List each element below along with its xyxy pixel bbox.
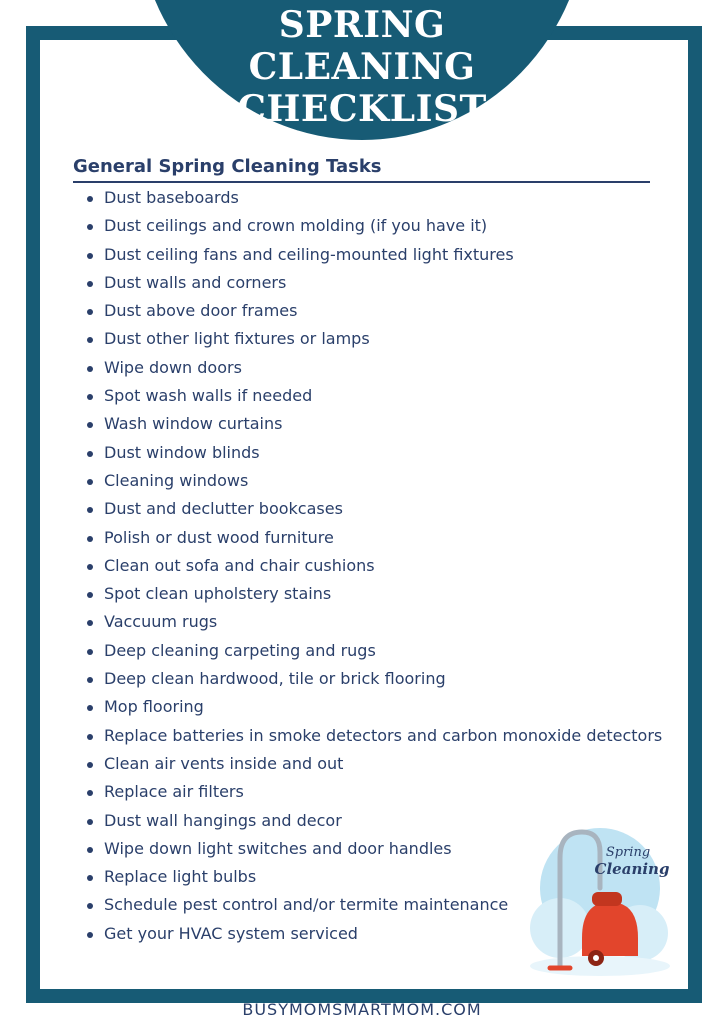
task-item: Dust and declutter bookcases	[84, 495, 662, 523]
task-item: Clean air vents inside and out	[84, 750, 662, 778]
task-item: Replace light bulbs	[84, 863, 662, 891]
task-item: Wash window curtains	[84, 410, 662, 438]
task-item: Wipe down light switches and door handles	[84, 835, 662, 863]
task-item: Vaccuum rugs	[84, 608, 662, 636]
task-item: Dust window blinds	[84, 439, 662, 467]
page-title	[190, 4, 534, 130]
task-item: Mop flooring	[84, 693, 662, 721]
task-item: Spot clean upholstery stains	[84, 580, 662, 608]
task-item: Polish or dust wood furniture	[84, 524, 662, 552]
title-line-2: CLEANING	[248, 46, 476, 88]
title-line-1: SPRING	[278, 4, 446, 46]
title-line-3: CHECKLIST	[237, 88, 487, 130]
illustration-label-line-2: Cleaning	[594, 860, 670, 878]
vacuum-illustration	[520, 818, 680, 978]
task-item: Dust baseboards	[84, 184, 662, 212]
task-item: Dust above door frames	[84, 297, 662, 325]
task-item: Dust ceiling fans and ceiling-mounted light fixtures	[84, 241, 662, 269]
illustration-label-line-1: Spring	[605, 845, 651, 860]
section-divider	[73, 181, 650, 183]
task-item: Deep cleaning carpeting and rugs	[84, 637, 662, 665]
section-title: General Spring Cleaning Tasks	[73, 156, 382, 177]
task-item: Cleaning windows	[84, 467, 662, 495]
task-item: Dust other light fixtures or lamps	[84, 325, 662, 353]
task-item: Wipe down doors	[84, 354, 662, 382]
task-item: Dust ceilings and crown molding (if you have it)	[84, 212, 662, 240]
task-item: Spot wash walls if needed	[84, 382, 662, 410]
task-item: Get your HVAC system serviced	[84, 920, 662, 948]
task-item: Schedule pest control and/or termite maintenance	[84, 891, 662, 919]
task-item: Deep clean hardwood, tile or brick flooring	[84, 665, 662, 693]
task-item: Dust walls and corners	[84, 269, 662, 297]
task-item: Replace air filters	[84, 778, 662, 806]
site-footer: BUSYMOMSMARTMOM.COM	[242, 1000, 482, 1019]
task-item: Dust wall hangings and decor	[84, 807, 662, 835]
task-item: Replace batteries in smoke detectors and carbon monoxide detectors	[84, 722, 662, 750]
task-item: Clean out sofa and chair cushions	[84, 552, 662, 580]
